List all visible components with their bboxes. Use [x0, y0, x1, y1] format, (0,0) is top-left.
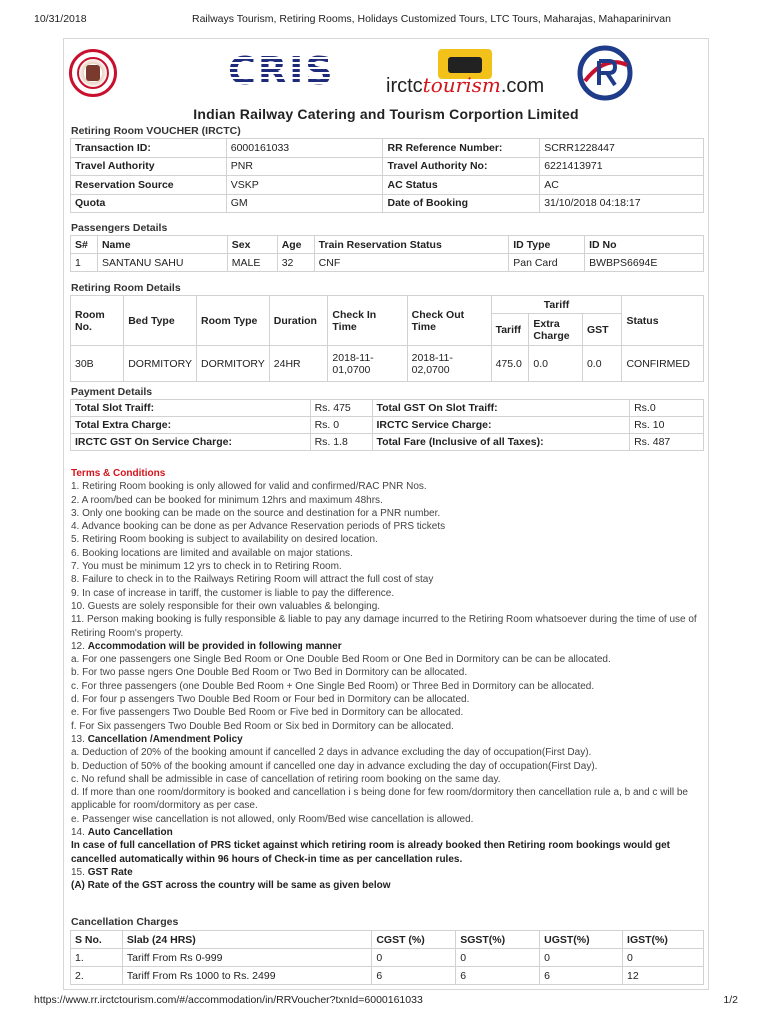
terms-item: 2. A room/bed can be booked for minimum 12hrs and maximum 48hrs.	[71, 494, 383, 506]
table-cell: 32	[277, 254, 314, 272]
field-label: Total Fare (Inclusive of all Taxes):	[372, 434, 630, 451]
table-cell: SANTANU SAHU	[97, 254, 227, 272]
accommodation-rule: f. For Six passengers Two Double Bed Room or Six bed in Dormitory can be allocated.	[71, 720, 454, 732]
cancellation-rule: d. If more than one room/dormitory is booked and cancellation i s being done for few room/dormitory then cancellation rule a, b and c will be applicable for room/dormitory as per case.	[71, 787, 688, 812]
field-label: Total Slot Traiff:	[71, 400, 311, 417]
cancellation-label: Cancellation Charges	[71, 916, 179, 928]
section-14-heading: 14. Auto Cancellation	[71, 827, 173, 839]
table-cell: 0	[623, 949, 704, 967]
terms-item: 9. In case of increase in tariff, the customer is liable to pay the difference.	[71, 587, 395, 599]
table-row	[71, 949, 704, 967]
table-cell: 6	[372, 967, 456, 985]
page-number: 1/2	[723, 994, 738, 1006]
field-label: Travel Authority No:	[383, 157, 540, 176]
field-label: IRCTC GST On Service Charge:	[71, 434, 311, 451]
table-cell: MALE	[227, 254, 277, 272]
field-label: Quota	[71, 194, 227, 213]
payment-row	[71, 417, 704, 434]
irctc-tourism-logo: irctctourism.com	[386, 49, 546, 99]
terms-item: 3. Only one booking can be made on the source and destination for a PNR number.	[71, 507, 441, 519]
field-label: Transaction ID:	[71, 139, 227, 158]
table-cell: Tariff From Rs 0-999	[122, 949, 371, 967]
table-cell: BWBPS6694E	[585, 254, 704, 272]
payment-row	[71, 434, 704, 451]
section-15-heading: 15. GST Rate	[71, 866, 133, 878]
accommodation-rule: b. For two passe ngers One Double Bed Room or Two Bed in Dormitory can be allocated.	[71, 667, 468, 679]
voucher-title: Retiring Room VOUCHER (IRCTC)	[71, 125, 241, 137]
field-value: VSKP	[226, 176, 383, 195]
print-date: 10/31/2018	[34, 13, 87, 25]
column-header: Name	[97, 236, 227, 254]
field-value: 6221413971	[540, 157, 704, 176]
column-header: Tariff	[491, 314, 529, 346]
booking-row	[71, 176, 704, 195]
table-cell: DORMITORY	[196, 346, 269, 382]
table-cell: 0	[372, 949, 456, 967]
payment-row	[71, 400, 704, 417]
accommodation-rule: e. For five passengers Two Double Bed Room or Five bed in Dormitory can be allocated.	[71, 707, 464, 719]
table-cell: 2018-11-02,0700	[407, 346, 491, 382]
organization-title: Indian Railway Catering and Tourism Corportion Limited	[193, 106, 579, 122]
table-cell: 0.0	[582, 346, 622, 382]
booking-info-table	[70, 138, 704, 213]
field-value: Rs. 0	[310, 417, 372, 434]
table-cell: Pan Card	[509, 254, 585, 272]
table-cell: 0	[540, 949, 623, 967]
table-cell: CONFIRMED	[622, 346, 704, 382]
field-label: Total Extra Charge:	[71, 417, 311, 434]
terms-item: 10. Guests are solely responsible for their own valuables & belonging.	[71, 600, 381, 612]
table-cell: 6	[540, 967, 623, 985]
column-header: ID Type	[509, 236, 585, 254]
cancellation-table	[70, 930, 704, 985]
booking-row	[71, 139, 704, 158]
field-value: 6000161033	[226, 139, 383, 158]
accommodation-rule: d. For four p assengers Two Double Bed Room or Four bed in Dormitory can be allocated.	[71, 694, 470, 706]
field-value: Rs. 10	[630, 417, 704, 434]
field-label: Date of Booking	[383, 194, 540, 213]
field-label: Reservation Source	[71, 176, 227, 195]
logo-bar	[64, 39, 708, 107]
indian-railways-logo-icon	[69, 49, 117, 97]
section-12-heading: 12. Accommodation will be provided in following manner	[71, 640, 342, 652]
table-cell: 475.0	[491, 346, 529, 382]
irctc-emblem-icon	[577, 45, 633, 101]
payment-table	[70, 399, 704, 451]
terms-heading: Terms & Conditions	[71, 468, 166, 479]
column-header: ID No	[585, 236, 704, 254]
column-header: Duration	[269, 296, 328, 346]
table-cell: 2018-11-01,0700	[328, 346, 407, 382]
terms-and-conditions	[71, 467, 701, 893]
field-value: SCRR1228447	[540, 139, 704, 158]
column-header: Room No.	[71, 296, 124, 346]
header-row	[71, 296, 704, 314]
column-header: Check Out Time	[407, 296, 491, 346]
column-header: Extra Charge	[529, 314, 583, 346]
rooms-table	[70, 295, 704, 382]
terms-item: 11. Person making booking is fully responsible & liable to pay any damage incurred to the Retiring Room whatsoever during the time of use of Retiring Room's property.	[71, 614, 697, 639]
table-cell: 1	[71, 254, 98, 272]
column-header: GST	[582, 314, 622, 346]
cancellation-rule: a. Deduction of 20% of the booking amount if cancelled 2 days in advance excluding the day of occupation(First Day).	[71, 747, 592, 759]
field-label: Total GST On Slot Traiff:	[372, 400, 630, 417]
cris-logo: CRIS	[228, 49, 335, 93]
print-page-title: Railways Tourism, Retiring Rooms, Holidays Customized Tours, LTC Tours, Maharajas, Mahaparinirvan	[192, 13, 671, 25]
column-header: Check In Time	[328, 296, 407, 346]
table-cell: 24HR	[269, 346, 328, 382]
field-value: Rs. 487	[630, 434, 704, 451]
table-cell: 1.	[71, 949, 123, 967]
field-value: GM	[226, 194, 383, 213]
column-header: Age	[277, 236, 314, 254]
passengers-label: Passengers Details	[71, 222, 168, 234]
table-cell: Tariff From Rs 1000 to Rs. 2499	[122, 967, 371, 985]
terms-item: 1. Retiring Room booking is only allowed for valid and confirmed/RAC PNR Nos.	[71, 481, 427, 493]
terms-item: 4. Advance booking can be done as per Advance Reservation periods of PRS tickets	[71, 521, 446, 533]
table-cell: CNF	[314, 254, 509, 272]
field-label: IRCTC Service Charge:	[372, 417, 630, 434]
cancellation-rule: e. Passenger wise cancellation is not allowed, only Room/Bed wise cancellation is allowed.	[71, 813, 474, 825]
field-value: AC	[540, 176, 704, 195]
voucher	[63, 38, 709, 990]
section-13-heading: 13. Cancellation /Amendment Policy	[71, 733, 243, 745]
print-url: https://www.rr.irctctourism.com/#/accommodation/in/RRVoucher?txnId=6000161033	[34, 994, 423, 1006]
terms-item: 8. Failure to check in to the Railways Retiring Room will attract the full cost of stay	[71, 574, 434, 586]
field-label: AC Status	[383, 176, 540, 195]
field-value: Rs. 475	[310, 400, 372, 417]
table-row	[71, 967, 704, 985]
booking-row	[71, 194, 704, 213]
column-header: S No.	[71, 931, 123, 949]
terms-item: 5. Retiring Room booking is subject to availability on desired location.	[71, 534, 378, 546]
field-label: Travel Authority	[71, 157, 227, 176]
column-header: Bed Type	[124, 296, 197, 346]
column-header: SGST(%)	[456, 931, 540, 949]
table-row	[71, 254, 704, 272]
cancellation-rule: c. No refund shall be admissible in case of cancellation of retiring room booking on the same day.	[71, 773, 501, 785]
accommodation-rule: c. For three passengers (one Double Bed Room + One Single Bed Room) or Three Bed in Dormitory can be allocated.	[71, 680, 595, 692]
rooms-label: Retiring Room Details	[71, 282, 181, 294]
field-value: PNR	[226, 157, 383, 176]
column-header: UGST(%)	[540, 931, 623, 949]
gst-rate-text: (A) Rate of the GST across the country will be same as given below	[71, 880, 391, 892]
table-cell: 12	[623, 967, 704, 985]
print-footer	[34, 994, 738, 1008]
table-cell: 6	[456, 967, 540, 985]
table-cell: 2.	[71, 967, 123, 985]
column-header: Train Reservation Status	[314, 236, 509, 254]
field-value: Rs. 1.8	[310, 434, 372, 451]
column-header: Sex	[227, 236, 277, 254]
field-value: Rs.0	[630, 400, 704, 417]
column-header: Slab (24 HRS)	[122, 931, 371, 949]
terms-item: 7. You must be minimum 12 yrs to check in to Retiring Room.	[71, 561, 342, 573]
column-header: S#	[71, 236, 98, 254]
field-label: RR Reference Number:	[383, 139, 540, 158]
payment-label: Payment Details	[71, 386, 153, 398]
column-header: CGST (%)	[372, 931, 456, 949]
table-cell: 0.0	[529, 346, 583, 382]
tariff-group-header: Tariff	[491, 296, 622, 314]
terms-item: 6. Booking locations are limited and available on major stations.	[71, 547, 353, 559]
table-cell: 30B	[71, 346, 124, 382]
column-header: IGST(%)	[623, 931, 704, 949]
table-cell: DORMITORY	[124, 346, 197, 382]
cancellation-rule: b. Deduction of 50% of the booking amount if cancelled one day in advance excluding the day of occupation(First Day).	[71, 760, 598, 772]
auto-cancellation-text: In case of full cancellation of PRS ticket against which retiring room is already booked then Retiring room bookings would get cancelled automatically within 96 hours of Check-in time as per cancellation rules.	[71, 840, 670, 865]
passengers-table	[70, 235, 704, 272]
accommodation-rule: a. For one passengers one Single Bed Room or One Double Bed Room or One Bed in Dormitory can be can be allocated.	[71, 654, 611, 666]
column-header: Status	[622, 296, 704, 346]
field-value: 31/10/2018 04:18:17	[540, 194, 704, 213]
table-row	[71, 346, 704, 382]
booking-row	[71, 157, 704, 176]
print-header	[34, 13, 738, 27]
column-header: Room Type	[196, 296, 269, 346]
table-cell: 0	[456, 949, 540, 967]
